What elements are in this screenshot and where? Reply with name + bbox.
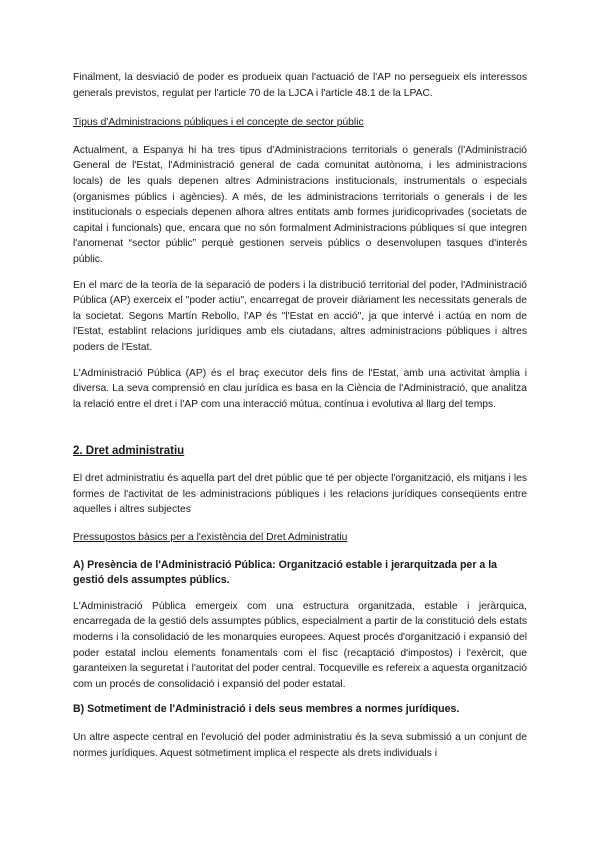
document-page <box>73 70 527 761</box>
heading-sotmetiment-normes: B) Sotmetiment de l'Administració i dels seus membres a normes jurídiques. <box>73 703 460 716</box>
paragraph-presencia-administracio: L'Administració Pública emergeix com una estructura organitzada, estable i jeràrquica, encarregada de la gestió dels assumptes públics, especialment a partir de la constitució dels estats moderns i la consolidació de les monarquies europees. Aquest procés d'organització i expansió del poder estatal inclou elements fonamentals com el fisc (recaptació d'impostos) i l'exèrcit, que garanteixen la seguretat i l'autoritat del poder central. Tocqueville es refereix a aquesta organització com un procés de consolidació i expansió del poder estatal. <box>73 600 527 690</box>
paragraph-tipus-administracions: Actualment, a Espanya hi ha tres tipus d'Administracions territorials o generals (l'Administració General de l'Estat, l'Administració general de cada comunitat autònoma, i les administracions locals) de les quals depenen altres Administracions institucionals, instrumentals o especials (organismes públics i agències). A més, de les administracions territorials o generals i de les institucionals o especials depenen alhora altres entitats amb formes juridicoprivades (societats de capital i funcionals) que, encara que no són formalment Administracions públiques sí que integren l'anomenat “sector públic” perquè gestionen serveis públics o desenvolupen tasques d'interès públic. <box>73 144 527 265</box>
subheading-tipus-administracions: Tipus d'Administracions públiques i el concepte de sector públic <box>73 117 364 129</box>
section-heading-dret-administratiu: 2. Dret administratiu <box>73 445 185 458</box>
heading-presencia-administracio: A) Presència de l'Administració Pública: Organització estable i jerarquitzada per a la gestió dels assumptes públics. <box>73 558 498 587</box>
paragraph-definicio-dret-administratiu: El dret administratiu és aquella part del dret públic que té per objecte l'organització, els mitjans i les formes de l'activitat de les administracions públiques i les relacions jurídiques conseqüents entre aquelles i altres subjectes <box>73 473 527 516</box>
paragraph-separacio-poders: En el marc de la teoria de la separació de poders i la distribució territorial del poder, l'Administració Pública (AP) exerceix el "poder actiu", encarregat de proveir diàriament les necessitats generals de la societat. Segons Martín Rebollo, l'AP és "l'Estat en acció", ja que intervé i actúa en nom de l'Estat, establint relacions jurídiques amb els ciutadans, altres administracions públiques i altres poders de l'Estat. <box>73 279 527 353</box>
paragraph-desviacio-poder: Finalment, la desviació de poder es produeix quan l'actuació de l'AP no persegueix els interessos generals previstos, regulat per l'article 70 de la LJCA i l'article 48.1 de la LPAC. <box>73 72 527 99</box>
paragraph-sotmetiment-normes: Un altre aspecte central en l'evolució del poder administratiu és la seva submissió a un conjunt de normes jurídiques. Aquest sotmetiment implica el respecte als drets individuals i <box>73 732 527 759</box>
subheading-pressupostos: Pressupostos bàsics per a l'existència del Dret Administratiu <box>73 532 348 544</box>
paragraph-braç-executor: L'Administració Pública (AP) és el braç executor dels fins de l'Estat, amb una activitat àmplia i diversa. La seva comprensió en clau jurídica es basa en la Ciència de l'Administració, que analitza la relació entre el dret i l'AP com una interacció mútua, contínua i evolutiva al llarg del temps. <box>73 367 527 410</box>
